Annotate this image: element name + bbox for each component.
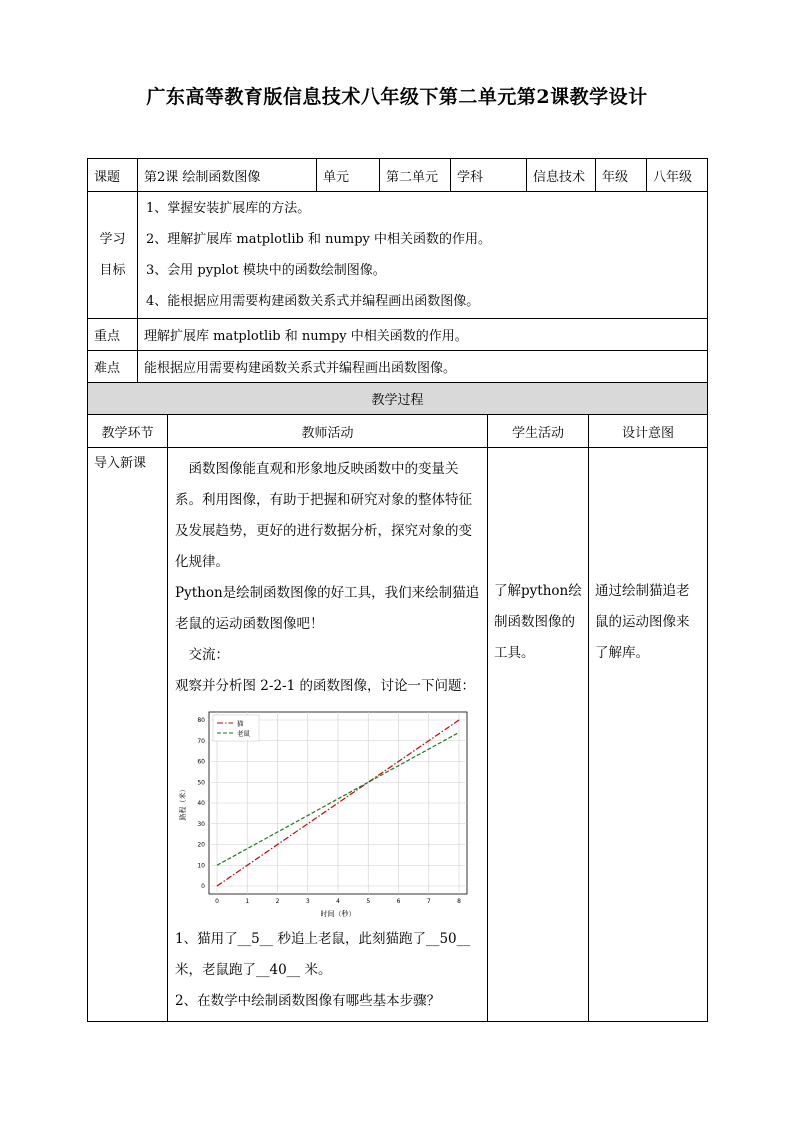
- goal-item: 4、能根据应用需要构建函数关系式并编程画出函数图像。: [146, 294, 480, 309]
- x-tick-label: 3: [305, 898, 310, 905]
- column-header: 教学环节: [88, 415, 168, 447]
- topic-label: 课题: [88, 159, 138, 191]
- y-tick-label: 40: [197, 800, 205, 807]
- x-tick-label: 2: [275, 898, 280, 905]
- grade-value: 八年级: [653, 169, 693, 185]
- x-tick-label: 8: [457, 898, 461, 905]
- intro-row: [88, 448, 707, 1022]
- x-tick-label: 6: [396, 898, 401, 905]
- y-tick-label: 50: [197, 779, 205, 787]
- legend-label: 老鼠: [237, 729, 250, 738]
- question-1: 1、猫用了__5__ 秒追上老鼠，此刻猫跑了__50__米，老鼠跑了__40__ 米。: [175, 931, 471, 978]
- unit-value: 第二单元: [380, 159, 451, 191]
- topic-value: 第2课 绘制函数图像: [138, 159, 317, 191]
- process-title: 教学过程: [88, 383, 707, 414]
- y-tick-label: 30: [197, 820, 205, 828]
- teacher-activity: [168, 448, 488, 1021]
- teacher-paragraph: 函数图像能直观和形象地反映函数中的变量关系。利用图像，有助于把握和研究对象的整体特征及发展趋势，更好的进行数据分析，探究对象的变化规律。: [175, 461, 472, 570]
- column-header: 学生活动: [488, 415, 589, 447]
- cat-mouse-chart: [175, 704, 475, 920]
- column-header-row: [88, 415, 707, 448]
- lesson-plan-table: [87, 158, 708, 1022]
- y-tick-label: 0: [201, 883, 205, 890]
- difficulty-row: [88, 351, 707, 383]
- y-tick-label: 20: [197, 841, 205, 849]
- document-title: 广东高等教育版信息技术八年级下第二单元第2课教学设计: [146, 86, 648, 108]
- subject-value: 信息技术: [527, 159, 596, 191]
- goals-list: [138, 192, 707, 318]
- x-tick-label: 7: [426, 898, 431, 905]
- key-point-text: 理解扩展库 matplotlib 和 numpy 中相关函数的作用。: [144, 329, 468, 344]
- unit-label: 单元: [317, 159, 380, 191]
- subject-label: 学科: [451, 159, 527, 191]
- difficulty-text: 能根据应用需要构建函数关系式并编程画出函数图像。: [144, 361, 457, 376]
- grade-label: 年级: [596, 159, 647, 191]
- teacher-paragraph: 观察并分析图 2-2-1 的函数图像，讨论一下问题：: [175, 678, 475, 694]
- x-tick-label: 0: [215, 898, 219, 905]
- y-tick-label: 70: [197, 737, 205, 745]
- goal-item: 3、会用 pyplot 模块中的函数绘制图像。: [146, 263, 386, 278]
- goal-item: 2、理解扩展库 matplotlib 和 numpy 中相关函数的作用。: [146, 232, 492, 247]
- key-point-label: 重点: [88, 319, 138, 350]
- goal-item: 1、掌握安装扩展库的方法。: [146, 201, 311, 216]
- design-intent: 通过绘制猫追老鼠的运动图像来了解库。: [595, 583, 690, 661]
- teacher-paragraph: Python是绘制函数图像的好工具，我们来绘制猫追老鼠的运动函数图像吧！: [175, 585, 480, 632]
- x-tick-label: 1: [245, 898, 250, 905]
- goals-row: [88, 192, 707, 319]
- column-header: 教师活动: [168, 415, 488, 447]
- legend-label: 猫: [237, 719, 244, 728]
- process-title-row: [88, 383, 707, 415]
- stage-label: 导入新课: [88, 448, 168, 1021]
- difficulty-label: 难点: [88, 351, 138, 382]
- teacher-paragraph: 交流：: [188, 647, 229, 663]
- x-tick-label: 4: [336, 898, 340, 905]
- student-activity: 了解python绘制函数图像的工具。: [488, 448, 589, 1021]
- chart-ylabel: 路程（米）: [179, 785, 187, 821]
- question-2: 2、在数学中绘制函数图像有哪些基本步骤？: [175, 993, 441, 1009]
- goals-label: 学习 目标: [88, 192, 138, 318]
- column-header: 设计意图: [621, 425, 674, 441]
- chart-xlabel: 时间（秒）: [320, 910, 356, 918]
- key-point-row: [88, 319, 707, 351]
- y-tick-label: 60: [197, 758, 205, 766]
- x-tick-label: 5: [366, 898, 371, 905]
- y-tick-label: 80: [197, 717, 205, 724]
- header-row: [88, 159, 707, 192]
- y-tick-label: 10: [197, 862, 205, 870]
